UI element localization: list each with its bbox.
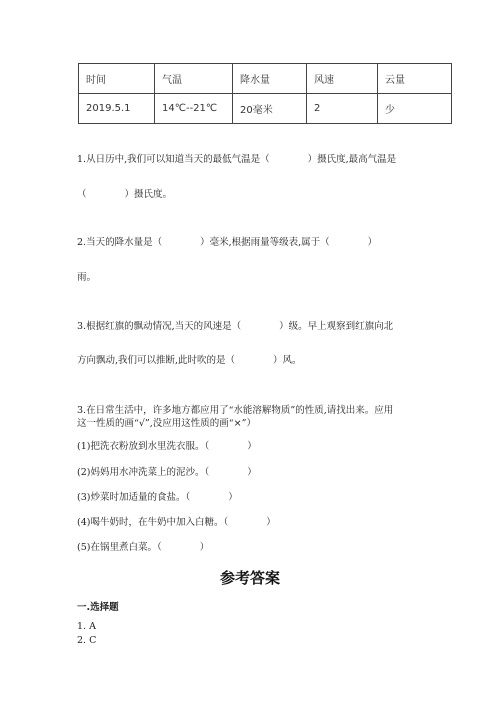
cell-wind-speed: 2 bbox=[307, 94, 378, 124]
cell-precipitation: 20毫米 bbox=[233, 94, 307, 124]
cell-cloud: 少 bbox=[378, 94, 452, 124]
header-cell-cloud: 云量 bbox=[378, 64, 452, 94]
answer-1: 1. A bbox=[77, 621, 96, 632]
question-3-line-2: 方向飘动,我们可以推断,此时吹的是（ ）风。 bbox=[77, 355, 302, 366]
table-row bbox=[79, 94, 452, 124]
question-4-item-1: (1)把洗衣粉放到水里洗衣服。（ ） bbox=[77, 441, 257, 452]
answer-2: 2. C bbox=[77, 635, 97, 646]
table-header-row bbox=[79, 64, 452, 94]
question-4-line-1: 3.在日常生活中，许多地方都应用了“水能溶解物质”的性质,请找出来。应用 bbox=[77, 405, 394, 416]
cell-temperature: 14℃--21℃ bbox=[155, 94, 233, 124]
question-4-line-2: 这一性质的画“√”,没应用这性质的画“×”） bbox=[77, 418, 256, 429]
question-2-line-1: 2.当天的降水量是（ ）毫米,根据雨量等级表,属于（ ） bbox=[77, 237, 378, 248]
weather-table bbox=[78, 63, 452, 124]
section-title: 一.选择题 bbox=[77, 602, 119, 613]
header-cell-wind-speed: 风速 bbox=[307, 64, 378, 94]
header-cell-precipitation: 降水量 bbox=[233, 64, 307, 94]
question-4-item-5: (5)在锅里煮白菜。（ ） bbox=[77, 542, 210, 553]
question-4-item-2: (2)妈妈用水冲洗菜上的泥沙。（ ） bbox=[77, 467, 257, 478]
question-1-line-2: （ ）摄氏度。 bbox=[77, 189, 173, 200]
question-4-item-4: (4)喝牛奶时，在牛奶中加入白糖。（ ） bbox=[77, 517, 276, 528]
question-1-line-1: 1.从日历中,我们可以知道当天的最低气温是（ ）摄氏度,最高气温是 bbox=[77, 154, 397, 165]
cell-date: 2019.5.1 bbox=[79, 94, 155, 124]
question-3-line-1: 3.根据红旗的飘动情况,当天的风速是（ ）级。早上观察到红旗向北 bbox=[77, 321, 394, 332]
header-cell-time: 时间 bbox=[79, 64, 155, 94]
header-cell-temperature: 气温 bbox=[155, 64, 233, 94]
question-4-item-3: (3)炒菜时加适量的食盐。（ ） bbox=[77, 492, 238, 503]
question-2-line-2: 雨。 bbox=[77, 272, 97, 283]
answer-heading: 参考答案 bbox=[219, 569, 280, 587]
